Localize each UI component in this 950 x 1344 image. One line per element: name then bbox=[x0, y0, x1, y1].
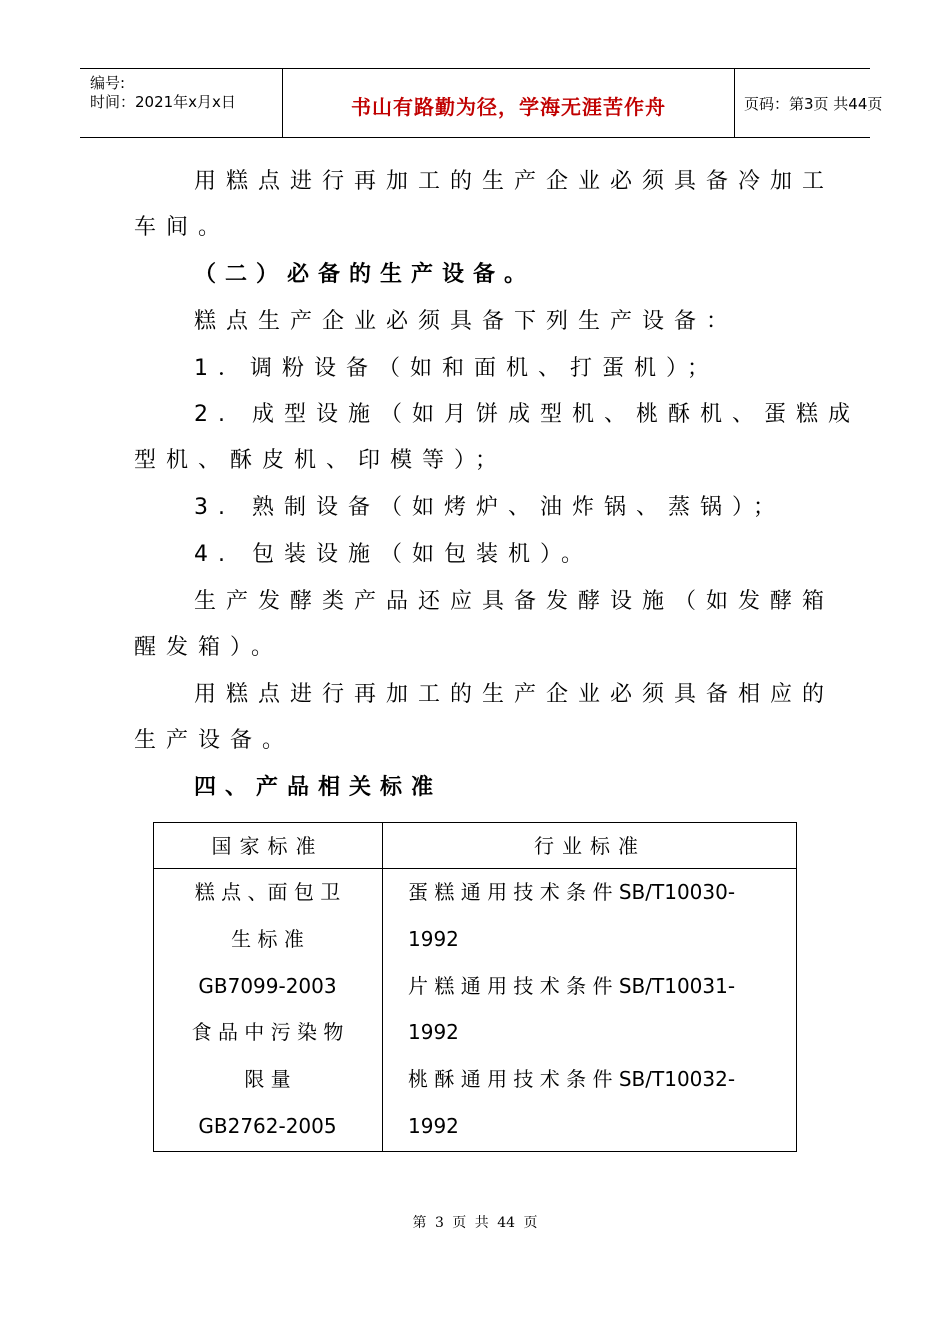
list-item: 2. 成型设施（如月饼成型机、桃酥机、蛋糕成 bbox=[194, 402, 860, 427]
table-cell-industry: 片 糕 通 用 技 术 条 件 SB/T10031- bbox=[408, 974, 736, 998]
body-line: 醒发箱）。 bbox=[134, 635, 284, 660]
table-header-divider bbox=[153, 868, 797, 869]
body-line: 生产发酵类产品还应具备发酵设施（如发酵箱 bbox=[194, 589, 835, 614]
table-cell-industry: 1992 bbox=[408, 1114, 459, 1138]
table-cell-industry: 蛋 糕 通 用 技 术 条 件 SB/T10030- bbox=[408, 880, 736, 904]
body-line: 糕点生产企业必须具备下列生产设备： bbox=[194, 309, 739, 334]
header-page-label: 页码：第3页 共44页 bbox=[744, 95, 883, 113]
document-time-label: 时间：2021年x月x日 bbox=[90, 93, 236, 111]
header-info-cell bbox=[80, 69, 282, 137]
section-heading: （二）必备的生产设备。 bbox=[194, 262, 536, 287]
body-line: 生产设备。 bbox=[134, 728, 295, 753]
table-column-divider bbox=[382, 822, 383, 1152]
header-motto-cell bbox=[282, 69, 735, 137]
table-cell-industry: 1992 bbox=[408, 927, 459, 951]
table-cell-industry: 1992 bbox=[408, 1020, 459, 1044]
table-cell-national: GB7099-2003 bbox=[198, 974, 337, 998]
section-heading: 四、产品相关标准 bbox=[194, 775, 443, 800]
list-item: 4. 包装设施（如包装机）。 bbox=[194, 542, 593, 567]
table-cell-national: GB2762-2005 bbox=[198, 1114, 337, 1138]
table-cell-national: 限 量 bbox=[244, 1067, 291, 1091]
table-cell-national: 食 品 中 污 染 物 bbox=[191, 1020, 344, 1044]
body-line: 用糕点进行再加工的生产企业必须具备相应的 bbox=[194, 682, 835, 707]
document-number-label: 编号: bbox=[90, 74, 126, 92]
table-header-industry: 行业标准 bbox=[534, 834, 646, 858]
body-line: 用糕点进行再加工的生产企业必须具备冷加工 bbox=[194, 169, 835, 194]
page-header bbox=[80, 68, 883, 138]
header-page-cell bbox=[735, 69, 883, 137]
list-item: 1．调粉设备（如和面机、打蛋机）； bbox=[194, 356, 719, 381]
list-item: 3. 熟制设备（如烤炉、油炸锅、蒸锅）； bbox=[194, 495, 785, 520]
table-cell-industry: 桃 酥 通 用 技 术 条 件 SB/T10032- bbox=[408, 1067, 736, 1091]
table-header-national: 国家标准 bbox=[211, 834, 324, 858]
header-motto: 书山有路勤为径，学海无涯苦作舟 bbox=[351, 95, 666, 119]
table-cell-national: 生 标 准 bbox=[231, 927, 304, 951]
page-footer: 第 3 页 共 44 页 bbox=[412, 1215, 538, 1231]
body-line: 车间。 bbox=[134, 215, 231, 240]
list-item-continuation: 型机、酥皮机、印模等）； bbox=[134, 448, 508, 473]
table-cell-national: 糕 点 、面 包 卫 bbox=[194, 880, 341, 904]
standards-table bbox=[153, 822, 797, 1152]
